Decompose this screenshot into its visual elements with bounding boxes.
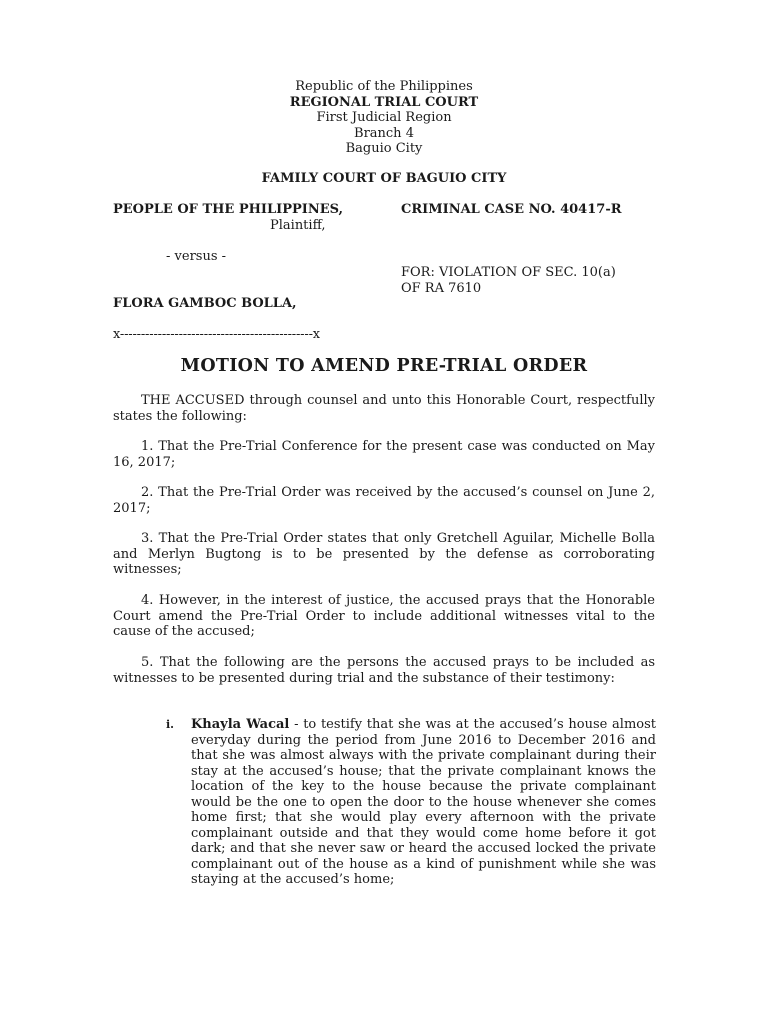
paragraph-text: 5. That the following are the persons the accused prays to be included as witnesses to be presented during trial and the substance of their testimony: (113, 655, 655, 686)
paragraph-4 (113, 593, 655, 640)
judicial-region: First Judicial Region (316, 110, 452, 125)
offense-block (401, 265, 661, 296)
court-header (0, 79, 768, 157)
paragraph-2 (113, 485, 655, 516)
plaintiff-name: PEOPLE OF THE PHILIPPINES, (113, 202, 344, 217)
paragraph-5 (113, 655, 655, 686)
plaintiff-block (113, 202, 393, 233)
paragraph-1 (113, 439, 655, 470)
intro-text: THE ACCUSED through counsel and unto this Honorable Court, respectfully states the following: (113, 393, 655, 424)
offense-line-2: OF RA 7610 (401, 280, 482, 296)
accused-name: FLORA GAMBOC BOLLA, (113, 296, 297, 311)
witness-name: Khayla Wacal (191, 717, 290, 732)
paragraph-text: 1. That the Pre-Trial Conference for the present case was conducted on May 16, 2017; (113, 439, 655, 470)
intro-paragraph (113, 393, 655, 424)
paragraph-text: 3. That the Pre-Trial Order states that only Gretchell Aguilar, Michelle Bolla and Merlyn Bugtong is to be presented by the defense as corroborating witnesses; (113, 531, 655, 577)
city-line: Baguio City (345, 141, 423, 156)
motion-title: MOTION TO AMEND PRE-TRIAL ORDER (180, 356, 588, 376)
witness-numeral: i. (166, 718, 175, 731)
caption-divider: x----------------------------------------------x (113, 327, 320, 342)
plaintiff-role: Plaintiff, (270, 217, 326, 233)
branch-line: Branch 4 (354, 125, 414, 141)
versus-label: - versus - (166, 249, 227, 264)
witness-testimony: - to testify that she was at the accused’s house almost everyday during the period from June 2016 to December 2016 and that she was almost always with the private complainant during their stay at the accused’s house; that the private complainant knows the location of the key to the house because the private complainant would be the one to open the door to the house whenever she comes home first; that she would play every afternoon with the private complainant outside and that they would come home before it got dark; and that she never saw or heard the accused locked the private complainant out of the house as a kind of punishment while she was staying at the accused’s home; (191, 717, 656, 887)
paragraph-3 (113, 531, 655, 578)
offense-line-1: FOR: VIOLATION OF SEC. 10(a) (401, 265, 616, 280)
case-number: CRIMINAL CASE NO. 40417-R (401, 202, 622, 217)
republic-line: Republic of the Philippines (295, 79, 473, 94)
witness-entry (191, 717, 656, 888)
paragraph-text: 2. That the Pre-Trial Order was received by the accused’s counsel on June 2, 2017; (113, 485, 655, 516)
family-court-title: FAMILY COURT OF BAGUIO CITY (261, 171, 507, 186)
court-name: REGIONAL TRIAL COURT (289, 94, 479, 110)
paragraph-text: 4. However, in the interest of justice, the accused prays that the Honorable Court amend the Pre-Trial Order to include additional witnesses vital to the cause of the accused; (113, 593, 655, 639)
